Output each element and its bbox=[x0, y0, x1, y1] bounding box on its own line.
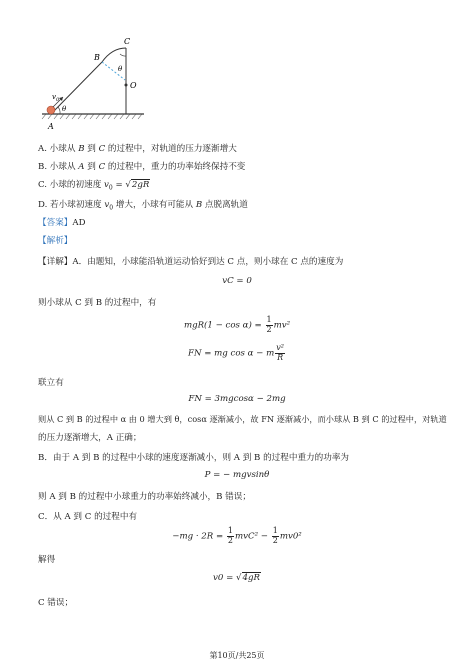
detail-line-5: B．由于 A 到 B 的过程中小球的速度逐渐减小，则 A 到 B 的过程中重力的功率为 bbox=[38, 453, 350, 463]
page-footer: 第10页/共25页 bbox=[209, 651, 265, 660]
label-O: O bbox=[130, 81, 137, 90]
label-A: A bbox=[48, 122, 54, 131]
detail-line-2: 则小球从 C 到 B 的过程中，有 bbox=[38, 298, 157, 308]
label-theta-base: θ bbox=[62, 105, 67, 113]
incline-track bbox=[51, 62, 102, 114]
eq-normal-force: FN = mg cos α − m $\frac{\text{v²}}{R}$ bbox=[187, 343, 284, 362]
detail-line-1: 【详解】A．由题知，小球能沿轨道运动恰好到达 C 点，则小球在 C 点的速度为 bbox=[38, 257, 344, 267]
detail-line-4a: 则从 C 到 B 的过程中 α 由 0 增大到 θ，cosα 逐渐减小，故 FN 逐渐减小，而小球从 B 到 C 的过程中，对轨道 bbox=[38, 414, 447, 424]
eq-energy-ac: −mg · 2R = $\frac{1}{2}$ mvC² − $\frac{1}{2}$ mv0² bbox=[172, 526, 302, 545]
track-diagram bbox=[38, 34, 148, 134]
option-a: A. 小球从 B 到 C 的过程中，对轨道的压力逐渐增大 bbox=[38, 144, 237, 154]
ball bbox=[47, 106, 55, 114]
detail-line-3: 联立有 bbox=[38, 378, 64, 388]
detail-line-9: C 错误； bbox=[38, 598, 74, 608]
label-v0: $v_0$ bbox=[52, 93, 60, 103]
option-b: B. 小球从 A 到 C 的过程中，重力的功率始终保持不变 bbox=[38, 162, 246, 172]
detail-line-6: 则 A 到 B 的过程中小球重力的功率始终减小，B 错误； bbox=[38, 492, 251, 502]
answer-line: 【答案】AD bbox=[38, 218, 86, 228]
eq-energy: mgR(1 − cos α) = $\frac{1}{2}$ mv² bbox=[183, 315, 291, 334]
eq-combined: FN = 3mgcosα − 2mg bbox=[188, 394, 286, 404]
eq-vc: vC = 0 bbox=[222, 276, 252, 286]
analysis-tag: 【解析】 bbox=[38, 236, 73, 246]
label-B: B bbox=[94, 53, 100, 62]
eq-power: P = − mgvsinθ bbox=[204, 470, 270, 480]
label-C: C bbox=[124, 37, 131, 46]
detail-line-7: C．从 A 到 C 的过程中有 bbox=[38, 512, 138, 522]
center-point bbox=[125, 84, 128, 87]
option-d: D. 若小球初速度 $v_0$ 增大，小球有可能从 B 点脱离轨道 bbox=[38, 200, 248, 212]
detail-line-8: 解得 bbox=[38, 555, 56, 565]
label-theta-arc: θ bbox=[118, 65, 123, 73]
option-c: C. 小球的初速度 $v_0 = √2gR$ bbox=[38, 180, 150, 192]
eq-v0: v0 = √4gR bbox=[213, 573, 260, 583]
detail-line-4b: 的压力逐渐增大，A 正确； bbox=[38, 433, 142, 443]
arc-track bbox=[102, 48, 126, 62]
